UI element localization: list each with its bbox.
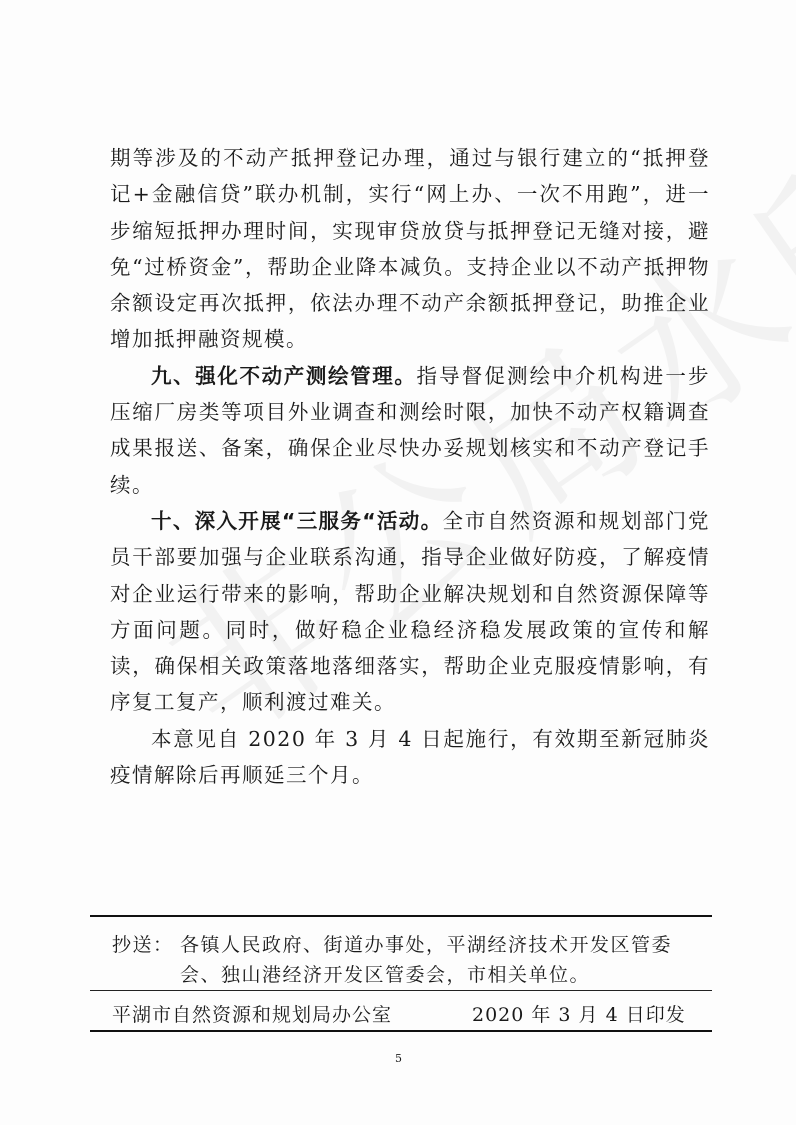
cc-line-1: 各镇人民政府、街道办事处，平湖经济技术开发区管委 [180, 934, 673, 956]
footer-bottom-rule [90, 1030, 712, 1032]
footer-middle-rule [90, 990, 712, 991]
section-heading-nine: 九、强化不动产测绘管理。 [151, 363, 417, 388]
paragraph-surveying-body: 指导督促测绘中介机构进一步压缩厂房类等项目外业调查和测绘时限，加快不动产权籍调查成果报送、备案，确保企业尽快办妥规划核实和不动产登记手续。 [110, 363, 710, 497]
cc-label: 抄送： [112, 934, 174, 956]
section-heading-ten: 十、深入开展“三服务“活动。 [151, 508, 443, 533]
paragraph-three-services [110, 503, 710, 721]
paragraph-surveying [110, 358, 710, 503]
issuing-office: 平湖市自然资源和规划局办公室 [112, 1004, 393, 1026]
paragraph-effective-date: 本意见自 2020 年 3 月 4 日起施行，有效期至新冠肺炎疫情解除后再顺延三个月。 [110, 726, 710, 788]
paragraph-mortgage: 期等涉及的不动产抵押登记办理，通过与银行建立的“抵押登记+金融信贷”联办机制，实行“网上办、一次不用跑”，进一步缩短抵押办理时间，实现审贷放贷与抵押登记无缝对接，避免“过桥资金”，帮助企业降本减负。支持企业以不动产抵押物余额设定再次抵押，依法办理不动产余额抵押登记，助推企业增加抵押融资规模。 [110, 146, 710, 352]
page-number: 5 [395, 1052, 402, 1065]
cc-recipients [180, 930, 700, 990]
document-body [110, 140, 710, 793]
issue-date: 2020 年 3 月 4 日印发 [472, 1004, 686, 1026]
cc-line-2: 会、独山港经济开发区管委会，市相关单位。 [180, 964, 591, 986]
footer-top-rule [90, 915, 712, 917]
paragraph-three-services-body: 全市自然资源和规划部门党员干部要加强与企业联系沟通，指导企业做好防疫，了解疫情对企业运行带来的影响，帮助企业解决规划和自然资源保障等方面问题。同时，做好稳企业稳经济稳发展政策的宣传和解读，确保相关政策落地落细落实，帮助企业克服疫情影响，有序复工复产，顺利渡过难关。 [110, 508, 710, 715]
